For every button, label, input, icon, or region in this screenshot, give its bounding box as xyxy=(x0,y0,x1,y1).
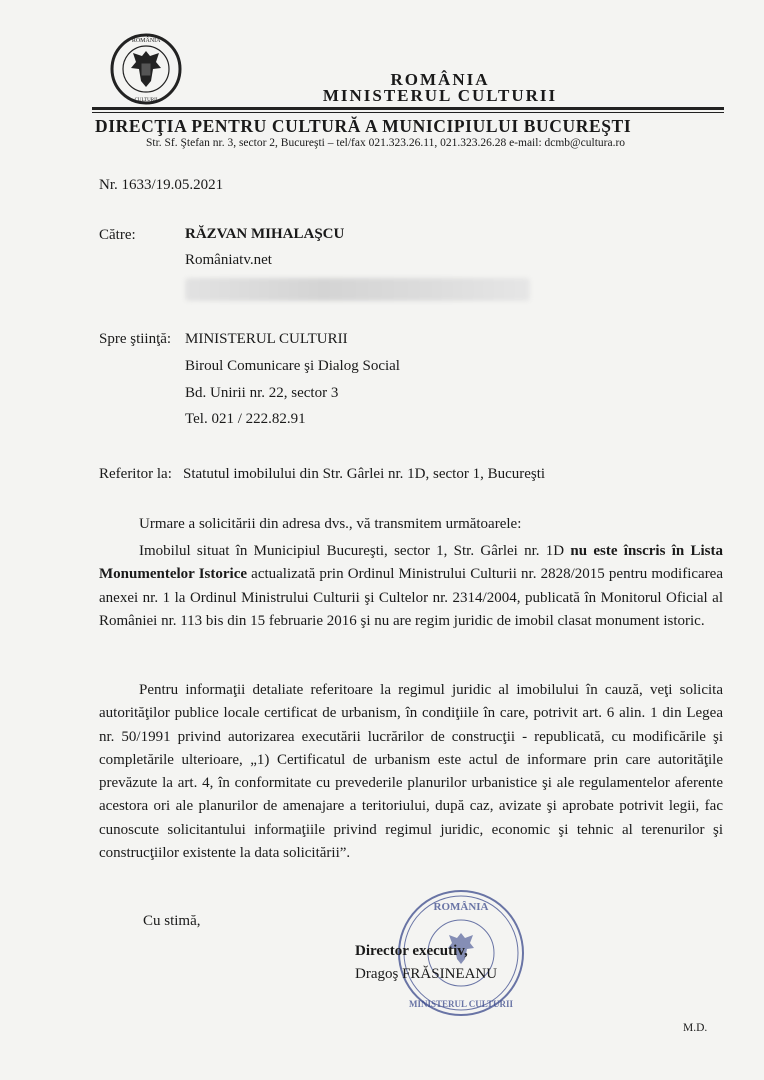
paragraph-urbanism xyxy=(99,679,723,865)
paragraph-status-end: actualizată prin Ordinul Ministrului Culturii nr. 2828/2015 pentru modificarea anexei nr. 1 la Ordinul Ministrului Culturii şi Cultelor nr. 2314/2004, publicată în Monitorul Oficial al României nr. 113 bis din 15 februarie 2016 şi nu are regim juridic de imobil clasat monument istoric. xyxy=(99,566,723,629)
cc-line-1: MINISTERUL CULTURII xyxy=(185,331,348,347)
header-department: DIRECŢIA PENTRU CULTURĂ A MUNICIPIULUI BUCUREŞTI xyxy=(95,116,632,136)
svg-text:· ROMÂNIA ·: · ROMÂNIA · xyxy=(128,38,164,44)
header-address: Str. Sf. Ştefan nr. 3, sector 2, Bucureşti – tel/fax 021.323.26.11, 021.323.26.28 e-mail: dcmb@cultura.ro xyxy=(146,137,626,149)
cc-label: Spre ştiinţă: xyxy=(99,331,172,347)
recipient-org: Româniatv.net xyxy=(185,252,272,268)
svg-text:MINISTERUL CULTURII: MINISTERUL CULTURII xyxy=(409,999,513,1009)
cc-line-2: Biroul Comunicare şi Dialog Social xyxy=(185,358,400,374)
signer-name: Dragoş FRĂSINEANU xyxy=(355,966,498,982)
cc-line-3: Bd. Unirii nr. 22, sector 3 xyxy=(185,385,339,401)
recipient-label: Către: xyxy=(99,227,136,243)
header-rule-thick xyxy=(92,107,724,110)
registration-number: Nr. 1633/19.05.2021 xyxy=(99,177,224,193)
paragraph-status-start: Imobilul situat în Municipiul Bucureşti, sector 1, Str. Gârlei nr. 1D xyxy=(139,543,571,559)
closing-salutation: Cu stimă, xyxy=(143,913,201,929)
header-country: ROMÂNIA xyxy=(390,70,490,89)
reference-text: Statutul imobilului din Str. Gârlei nr. 1D, sector 1, Bucureşti xyxy=(183,466,546,482)
recipient-name: RĂZVAN MIHALAŞCU xyxy=(185,226,345,242)
redacted-address-blur-icon xyxy=(185,278,530,301)
reference-label: Referitor la: xyxy=(99,466,172,482)
author-initials: M.D. xyxy=(683,1022,708,1034)
header-ministry: MINISTERUL CULTURII xyxy=(322,86,558,105)
romania-coat-of-arms-seal-icon xyxy=(110,33,182,105)
signer-role: Director executiv, xyxy=(355,943,468,959)
paragraph-status xyxy=(99,540,723,633)
header-rule-thin xyxy=(92,112,724,113)
paragraph-urbanism-text: Pentru informaţii detaliate referitoare la regimul juridic al imobilului în cauză, veţi solicita autorităţilor publice locale certificat de urbanism, în condiţiile în care, potrivit art. 6 alin. 1 din Legea nr. 50/1991 privind autorizarea executării lucrărilor de construcţii - republicată, cu modificările şi completările ulterioare, „1) Certificatul de urbanism este actul de informare prin care autorităţile prevăzute la art. 4, în conformitate cu prevederile planurilor urbanistice şi ale regulamentelor aferente acestora ori ale planurilor de amenajare a teritoriului, după caz, avizate şi aprobate potrivit legii, fac cunoscute solicitantului informaţiile privind regimul juridic, economic şi tehnic al terenurilor şi construcţiilor existente la data solicitării”. xyxy=(99,682,723,862)
svg-text:ROMÂNIA: ROMÂNIA xyxy=(433,901,489,913)
intro-line: Urmare a solicitării din adresa dvs., vă transmitem următoarele: xyxy=(139,516,522,532)
svg-text:CULTURII: CULTURII xyxy=(134,98,158,103)
paragraph-status-emphasis: nu este înscris în Lista Monumentelor Istorice xyxy=(99,543,723,583)
cc-line-4: Tel. 021 / 222.82.91 xyxy=(185,411,306,427)
